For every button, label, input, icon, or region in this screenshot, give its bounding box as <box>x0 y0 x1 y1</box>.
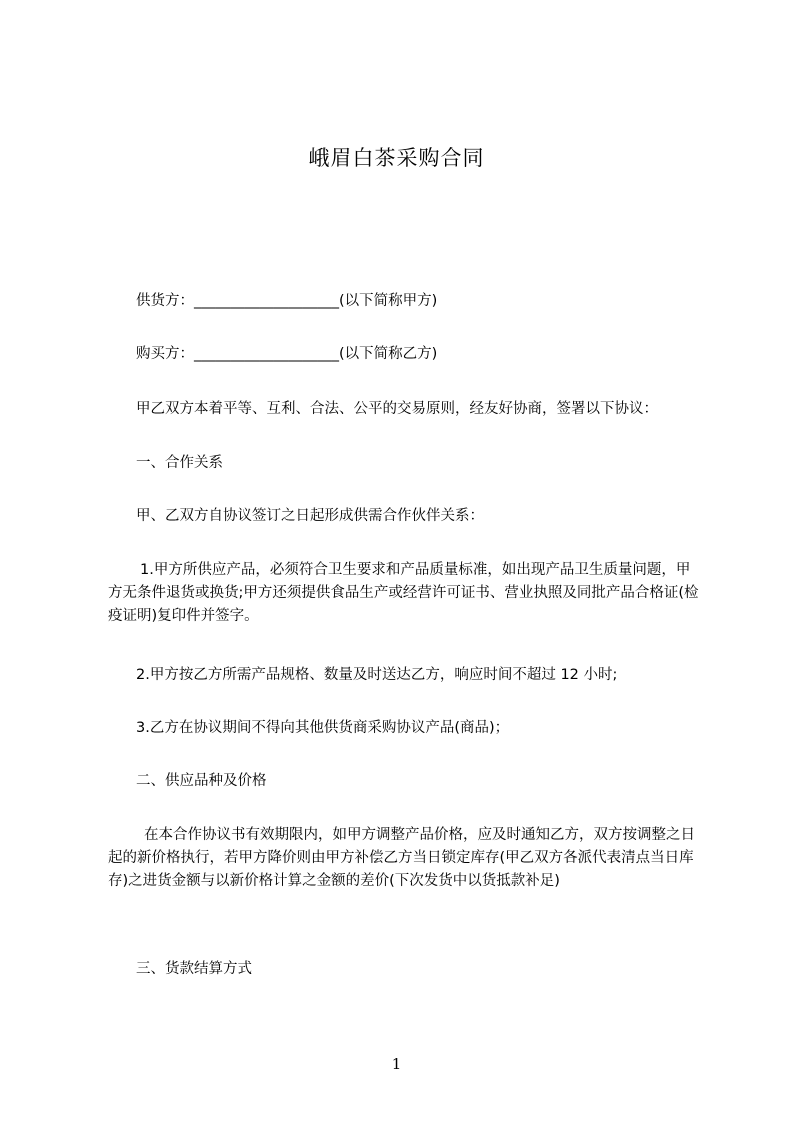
section2-paragraph <box>108 824 700 893</box>
item3-paragraph: 3.乙方在协议期间不得向其他供货商采购协议产品(商品)； <box>136 720 510 736</box>
item2-paragraph: 2.甲方按乙方所需产品规格、数量及时送达乙方，响应时间不超过 12 小时; <box>136 667 618 683</box>
contract-title: 峨眉白茶采购合同 <box>308 146 485 170</box>
intro-paragraph: 甲乙双方本着平等、互利、合法、公平的交易原则，经友好协商，签署以下协议： <box>136 401 658 417</box>
section2-text: 在本合作协议书有效期限内，如甲方调整产品价格，应及时通知乙方，双方按调整之日起的新价格执行，若甲方降价则由甲方补偿乙方当日锁定库存(甲乙双方各派代表清点当日库存)之进货金额与以新价格计算之金额的差价(下次发货中以货抵款补足) <box>108 827 695 889</box>
supplier-line: 供货方：____________________(以下简称甲方) <box>136 293 438 309</box>
buyer-line: 购买方：____________________(以下简称乙方) <box>136 346 438 362</box>
page-number: 1 <box>391 1055 402 1073</box>
item1-text: 1.甲方所供应产品，必须符合卫生要求和产品质量标准，如出现产品卫生质量问题，甲方无条件退货或换货;甲方还须提供食品生产或经营许可证书、营业执照及同批产品合格证(检疫证明)复印件并签字。 <box>108 562 699 624</box>
section1-text: 甲、乙双方自协议签订之日起形成供需合作伙伴关系： <box>136 508 484 524</box>
section2-heading: 二、供应品种及价格 <box>136 773 267 789</box>
section1-heading: 一、合作关系 <box>136 455 223 471</box>
section3-heading: 三、货款结算方式 <box>136 961 252 977</box>
item1-paragraph <box>108 559 700 628</box>
